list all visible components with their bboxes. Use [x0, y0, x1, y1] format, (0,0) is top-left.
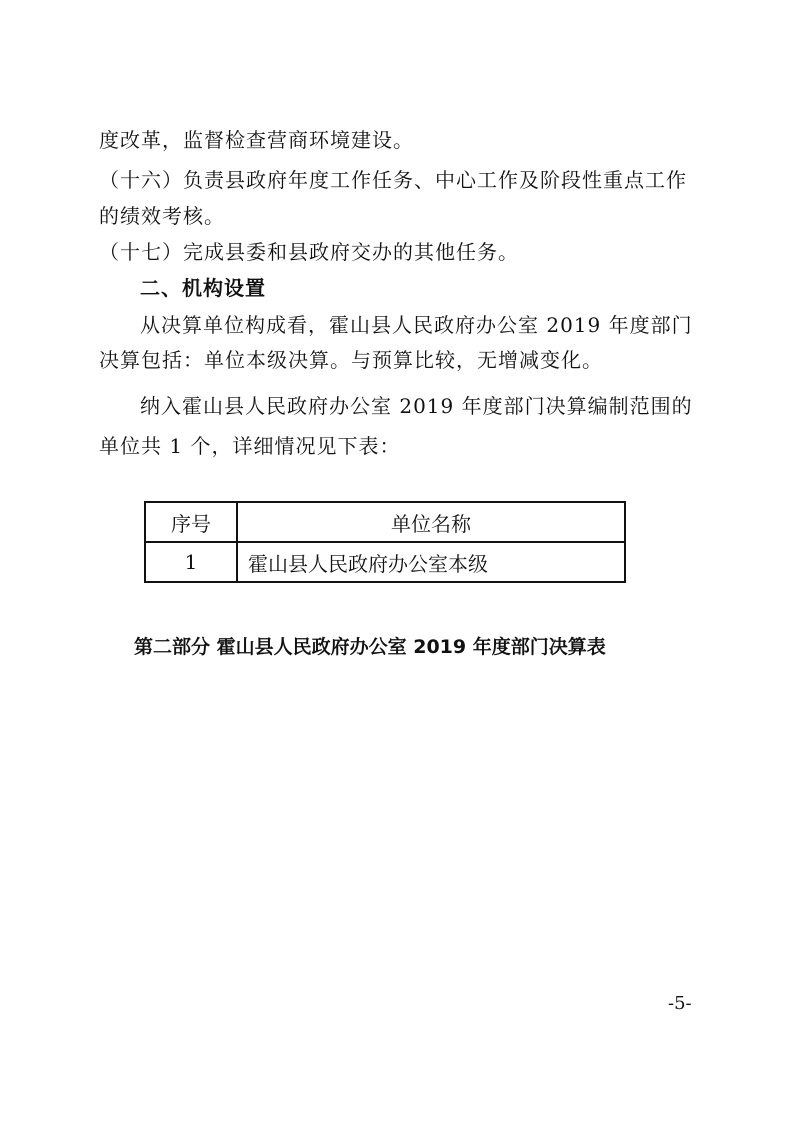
body-line-3: 的绩效考核。 — [99, 204, 225, 228]
table-header-cell: 单位名称 — [237, 502, 625, 542]
page-number: -5- — [668, 993, 692, 1014]
body-line-2: （十六）负责县政府年度工作任务、中心工作及阶段性重点工作 — [99, 168, 687, 192]
body-line-9: 单位共 1 个，详细情况见下表： — [99, 434, 401, 458]
body-line-1: 度改革，监督检查营商环境建设。 — [99, 128, 414, 152]
table-cell: 1 — [145, 542, 237, 582]
table-header-row — [145, 502, 625, 542]
table-row — [145, 542, 625, 582]
section-heading: 二、机构设置 — [140, 276, 266, 300]
body-line-6: 从决算单位构成看，霍山县人民政府办公室 2019 年度部门 — [140, 313, 693, 337]
table-header-cell: 序号 — [145, 502, 237, 542]
units-table — [144, 501, 626, 583]
body-line-7: 决算包括：单位本级决算。与预算比较，无增减变化。 — [99, 348, 603, 372]
part-title: 第二部分 霍山县人民政府办公室 2019 年度部门决算表 — [134, 636, 606, 658]
table-cell: 霍山县人民政府办公室本级 — [237, 542, 625, 582]
body-line-8: 纳入霍山县人民政府办公室 2019 年度部门决算编制范围的 — [140, 394, 693, 418]
body-line-4: （十七）完成县委和县政府交办的其他任务。 — [99, 240, 519, 264]
